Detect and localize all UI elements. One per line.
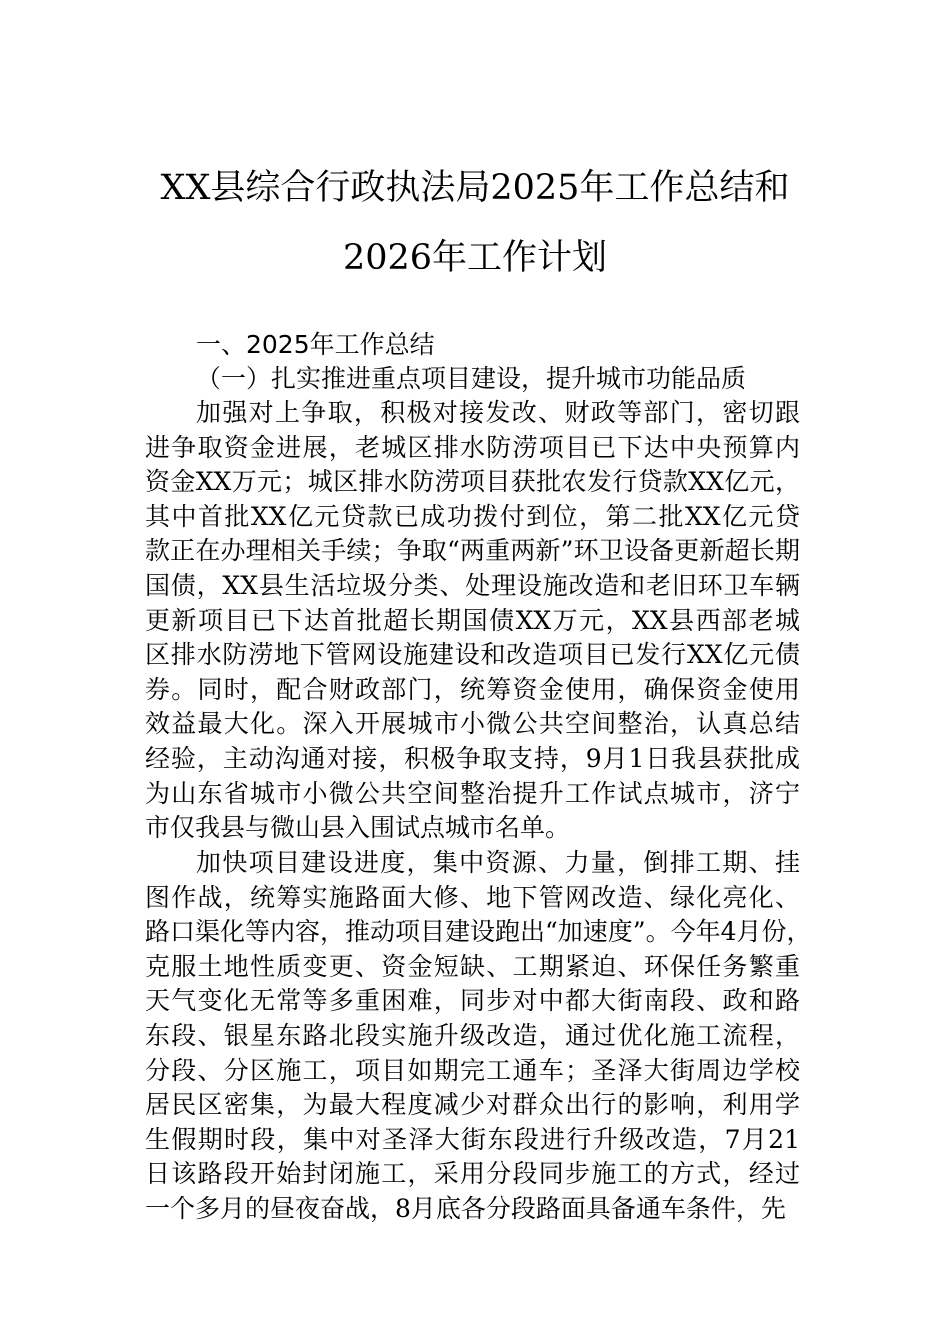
text-line: 资金XX万元；城区排水防涝项目获批农发行贷款XX亿元， [145, 467, 800, 497]
text-line: 券。同时，配合财政部门，统筹资金使用，确保资金使用 [145, 674, 800, 704]
text-line: 效益最大化。深入开展城市小微公共空间整治，认真总结 [145, 709, 800, 739]
document-title-line-2: 2026年工作计划 [342, 238, 608, 278]
subheading: （一）扎实推进重点项目建设，提升城市功能品质 [196, 364, 747, 393]
text-line: 其中首批XX亿元贷款已成功拨付到位，第二批XX亿元贷 [145, 501, 800, 531]
text-line: 居民区密集，为最大程度减少对群众出行的影响，利用学 [145, 1090, 800, 1120]
text-line: 一个多月的昼夜奋战，8月底各分段路面具备通车条件，先 [145, 1194, 786, 1223]
text-line: 国债，XX县生活垃圾分类、处理设施改造和老旧环卫车辆 [145, 571, 800, 600]
text-line: 分段、分区施工，项目如期完工通车；圣泽大街周边学校 [145, 1055, 800, 1085]
text-line: 款正在办理相关手续；争取“两重两新”环卫设备更新超长期 [145, 536, 800, 566]
text-line: 图作战，统筹实施路面大修、地下管网改造、绿化亮化、 [145, 882, 800, 912]
text-line: 经验，主动沟通对接，积极争取支持，9月1日我县获批成 [145, 744, 800, 773]
text-line: 东段、银星东路北段实施升级改造，通过优化施工流程， [145, 1021, 800, 1050]
section-heading: 一、2025年工作总结 [196, 330, 435, 359]
text-line: 路口渠化等内容，推动项目建设跑出“加速度”。今年4月份， [145, 917, 812, 947]
text-line: 市仅我县与微山县入围试点城市名单。 [145, 813, 571, 843]
text-line: 加强对上争取，积极对接发改、财政等部门，密切跟 [196, 398, 800, 427]
text-line: 生假期时段，集中对圣泽大街东段进行升级改造，7月21 [145, 1124, 800, 1154]
text-line: 更新项目已下达首批超长期国债XX万元，XX县西部老城 [145, 605, 800, 635]
text-line: 为山东省城市小微公共空间整治提升工作试点城市，济宁 [145, 778, 800, 808]
text-line: 克服土地性质变更、资金短缺、工期紧迫、环保任务繁重 [145, 951, 800, 981]
text-line: 日该路段开始封闭施工，采用分段同步施工的方式，经过 [145, 1159, 800, 1189]
text-line: 加快项目建设进度，集中资源、力量，倒排工期、挂 [196, 848, 800, 877]
text-line: 进争取资金进展，老城区排水防涝项目已下达中央预算内 [145, 432, 800, 462]
document-title-line-1: XX县综合行政执法局2025年工作总结和 [160, 168, 790, 208]
text-line: 区排水防涝地下管网设施建设和改造项目已发行XX亿元债 [145, 640, 800, 670]
text-line: 天气变化无常等多重困难，同步对中都大街南段、政和路 [145, 986, 800, 1016]
